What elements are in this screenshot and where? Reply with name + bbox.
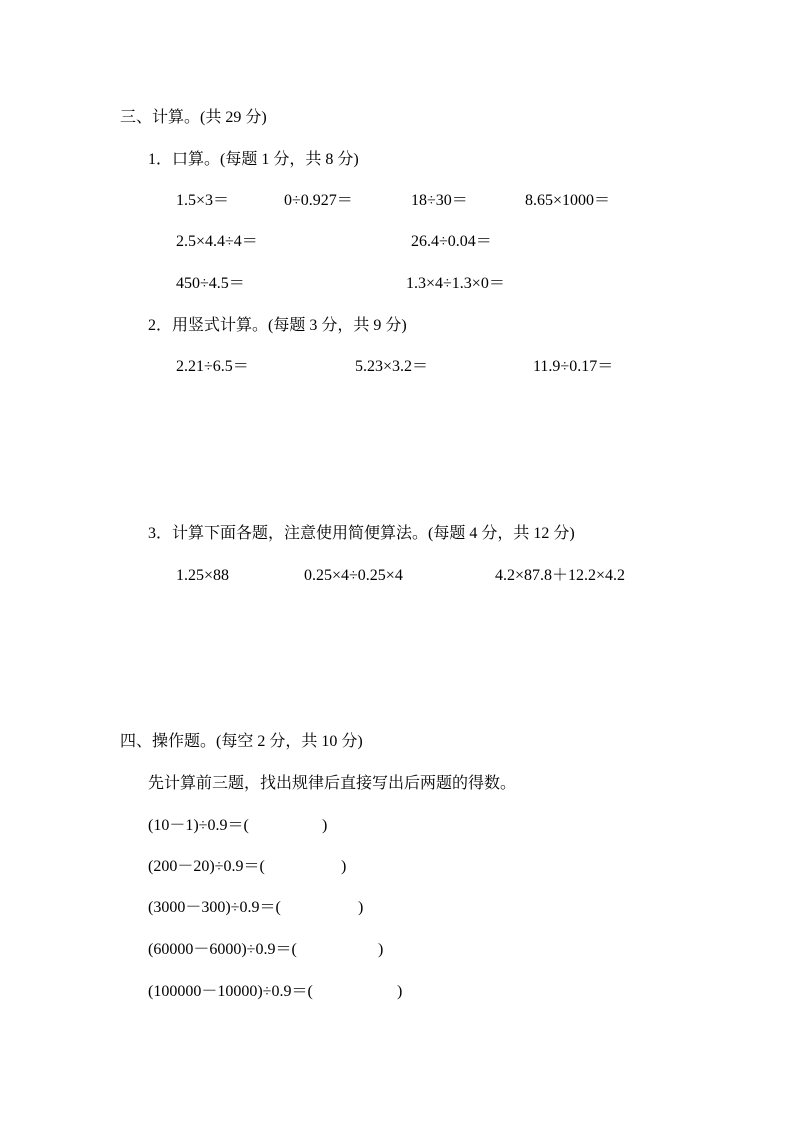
oral-item-4: 8.65×1000＝ [525,192,611,209]
question-3-title: 3．计算下面各题，注意使用简便算法。(每题 4 分，共 12 分) [148,525,575,542]
oral-item-5: 2.5×4.4÷4＝ [176,233,258,250]
pattern-item-4: (60000－6000)÷0.9＝( [148,941,297,958]
oral-item-7: 450÷4.5＝ [176,275,245,292]
pattern-item-5-close: ) [397,983,403,1000]
pattern-item-3-close: ) [358,899,364,916]
oral-item-3: 18÷30＝ [411,192,468,209]
oral-item-1: 1.5×3＝ [176,192,230,209]
vertical-item-2: 5.23×3.2＝ [355,358,429,375]
section-3-title: 三、计算。(共 29 分) [120,109,267,126]
simplify-item-1: 1.25×88 [176,567,230,584]
pattern-item-1-close: ) [322,817,328,834]
pattern-item-5: (100000－10000)÷0.9＝( [148,983,313,1000]
question-1-title: 1．口算。(每题 1 分，共 8 分) [148,151,359,168]
oral-item-8: 1.3×4÷1.3×0＝ [406,275,505,292]
simplify-item-3: 4.2×87.8＋12.2×4.2 [495,567,626,584]
pattern-item-3: (3000－300)÷0.9＝( [148,899,281,916]
question-2-title: 2．用竖式计算。(每题 3 分，共 9 分) [148,317,407,334]
vertical-item-1: 2.21÷6.5＝ [176,358,249,375]
simplify-item-2: 0.25×4÷0.25×4 [304,567,403,584]
oral-item-6: 26.4÷0.04＝ [411,233,492,250]
pattern-item-2-close: ) [341,858,347,875]
oral-item-2: 0÷0.927＝ [284,192,353,209]
vertical-item-3: 11.9÷0.17＝ [533,358,614,375]
section-4-title: 四、操作题。(每空 2 分，共 10 分) [120,733,363,750]
pattern-item-4-close: ) [378,941,384,958]
pattern-item-1: (10－1)÷0.9＝( [148,817,249,834]
section-4-instruction: 先计算前三题，找出规律后直接写出后两题的得数。 [148,775,517,792]
pattern-item-2: (200－20)÷0.9＝( [148,858,265,875]
